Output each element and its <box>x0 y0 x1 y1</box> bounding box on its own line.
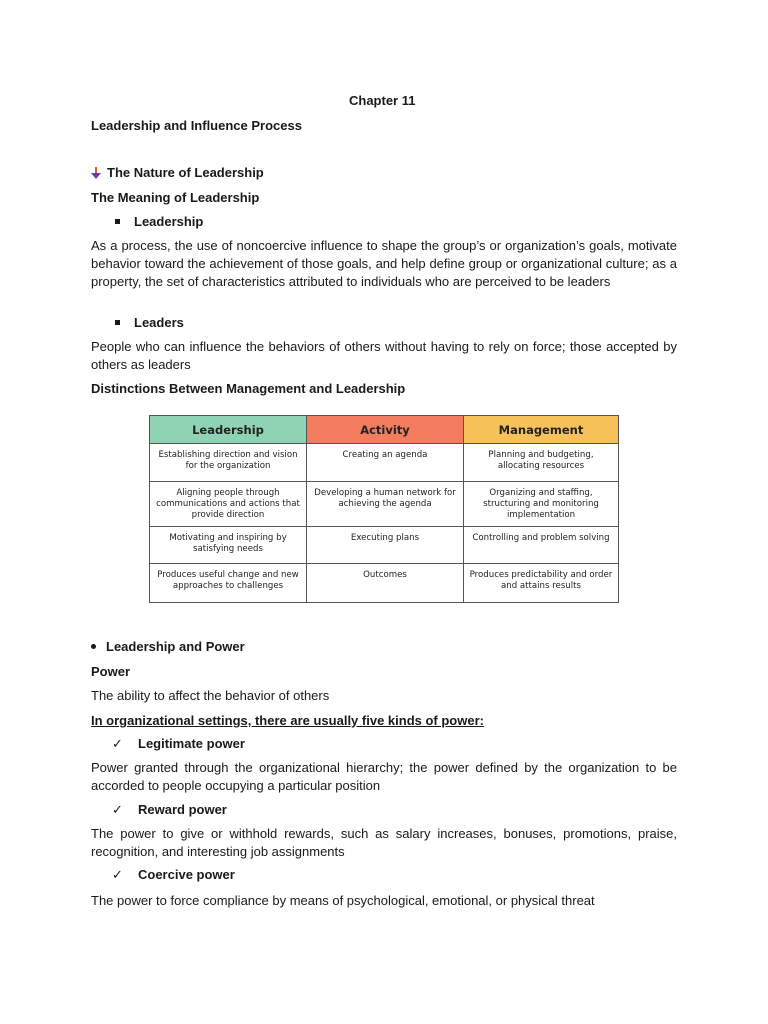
term-coercive-power <box>112 867 235 883</box>
coercive-definition: The power to force compliance by means of psychological, emotional, or physical threat <box>91 893 595 908</box>
legitimate-definition: Power granted through the organizational hierarchy; the power defined by the organization to be accorded to people occupying a particular position <box>91 760 677 793</box>
section-heading-power <box>91 639 245 654</box>
table-header-leadership: Leadership <box>150 416 307 444</box>
square-bullet-icon <box>115 320 120 325</box>
term-leadership-label: Leadership <box>134 214 204 229</box>
checkmark-icon: ✓ <box>112 736 123 751</box>
section-heading-nature <box>91 165 264 180</box>
table-cell: Establishing direction and vision for the organization <box>150 444 307 482</box>
table-cell: Produces useful change and new approaches to challenges <box>150 564 307 603</box>
arrow-down-icon <box>91 167 101 179</box>
table-header-management: Management <box>464 416 619 444</box>
meaning-heading: The Meaning of Leadership <box>91 190 260 205</box>
table-cell: Outcomes <box>307 564 464 603</box>
reward-definition: The power to give or withhold rewards, such as salary increases, bonuses, promotions, praise, recognition, and interesting job assignments <box>91 826 677 859</box>
chapter-label: Chapter 11 <box>349 93 416 108</box>
square-bullet-icon <box>115 219 120 224</box>
round-bullet-icon <box>91 644 96 649</box>
term-leaders <box>115 315 184 330</box>
power-definition: The ability to affect the behavior of others <box>91 688 330 703</box>
legit-term-label: Legitimate power <box>138 736 245 751</box>
leadership-definition: As a process, the use of noncoercive influence to shape the group’s or organization’s goals, motivate behavior toward the achievement of those goals, and help define group or organizational culture; as a property, the set of characteristics attributed to individuals who are perceived to be leaders <box>91 238 677 289</box>
five-kinds-heading: In organizational settings, there are usually five kinds of power: <box>91 713 484 728</box>
table-cell: Developing a human network for achieving the agenda <box>307 482 464 527</box>
power-term: Power <box>91 664 131 679</box>
table-cell: Produces predictability and order and attains results <box>464 564 619 603</box>
table-cell: Creating an agenda <box>307 444 464 482</box>
table-cell: Executing plans <box>307 527 464 564</box>
distinctions-table <box>149 415 619 603</box>
checkmark-icon: ✓ <box>112 802 123 817</box>
table-header-row <box>150 416 619 444</box>
table-cell: Motivating and inspiring by satisfying needs <box>150 527 307 564</box>
checkmark-icon: ✓ <box>112 867 123 882</box>
table-row <box>150 564 619 603</box>
table-cell: Controlling and problem solving <box>464 527 619 564</box>
table-cell: Planning and budgeting, allocating resources <box>464 444 619 482</box>
table-row <box>150 444 619 482</box>
table-row <box>150 482 619 527</box>
section-nature-label: The Nature of Leadership <box>107 165 264 180</box>
document-title: Leadership and Influence Process <box>91 118 302 133</box>
reward-term-label: Reward power <box>138 802 227 817</box>
power-section-label: Leadership and Power <box>106 639 245 654</box>
distinctions-heading: Distinctions Between Management and Leadership <box>91 381 406 396</box>
term-legitimate-power <box>112 736 245 752</box>
term-leadership <box>115 214 203 229</box>
table-cell: Organizing and staffing, structuring and monitoring implementation <box>464 482 619 527</box>
term-reward-power <box>112 802 227 818</box>
table-cell: Aligning people through communications and actions that provide direction <box>150 482 307 527</box>
table-header-activity: Activity <box>307 416 464 444</box>
coercive-term-label: Coercive power <box>138 867 235 882</box>
term-leaders-label: Leaders <box>134 315 184 330</box>
table-row <box>150 527 619 564</box>
leaders-definition: People who can influence the behaviors of others without having to rely on force; those accepted by others as leaders <box>91 339 677 372</box>
